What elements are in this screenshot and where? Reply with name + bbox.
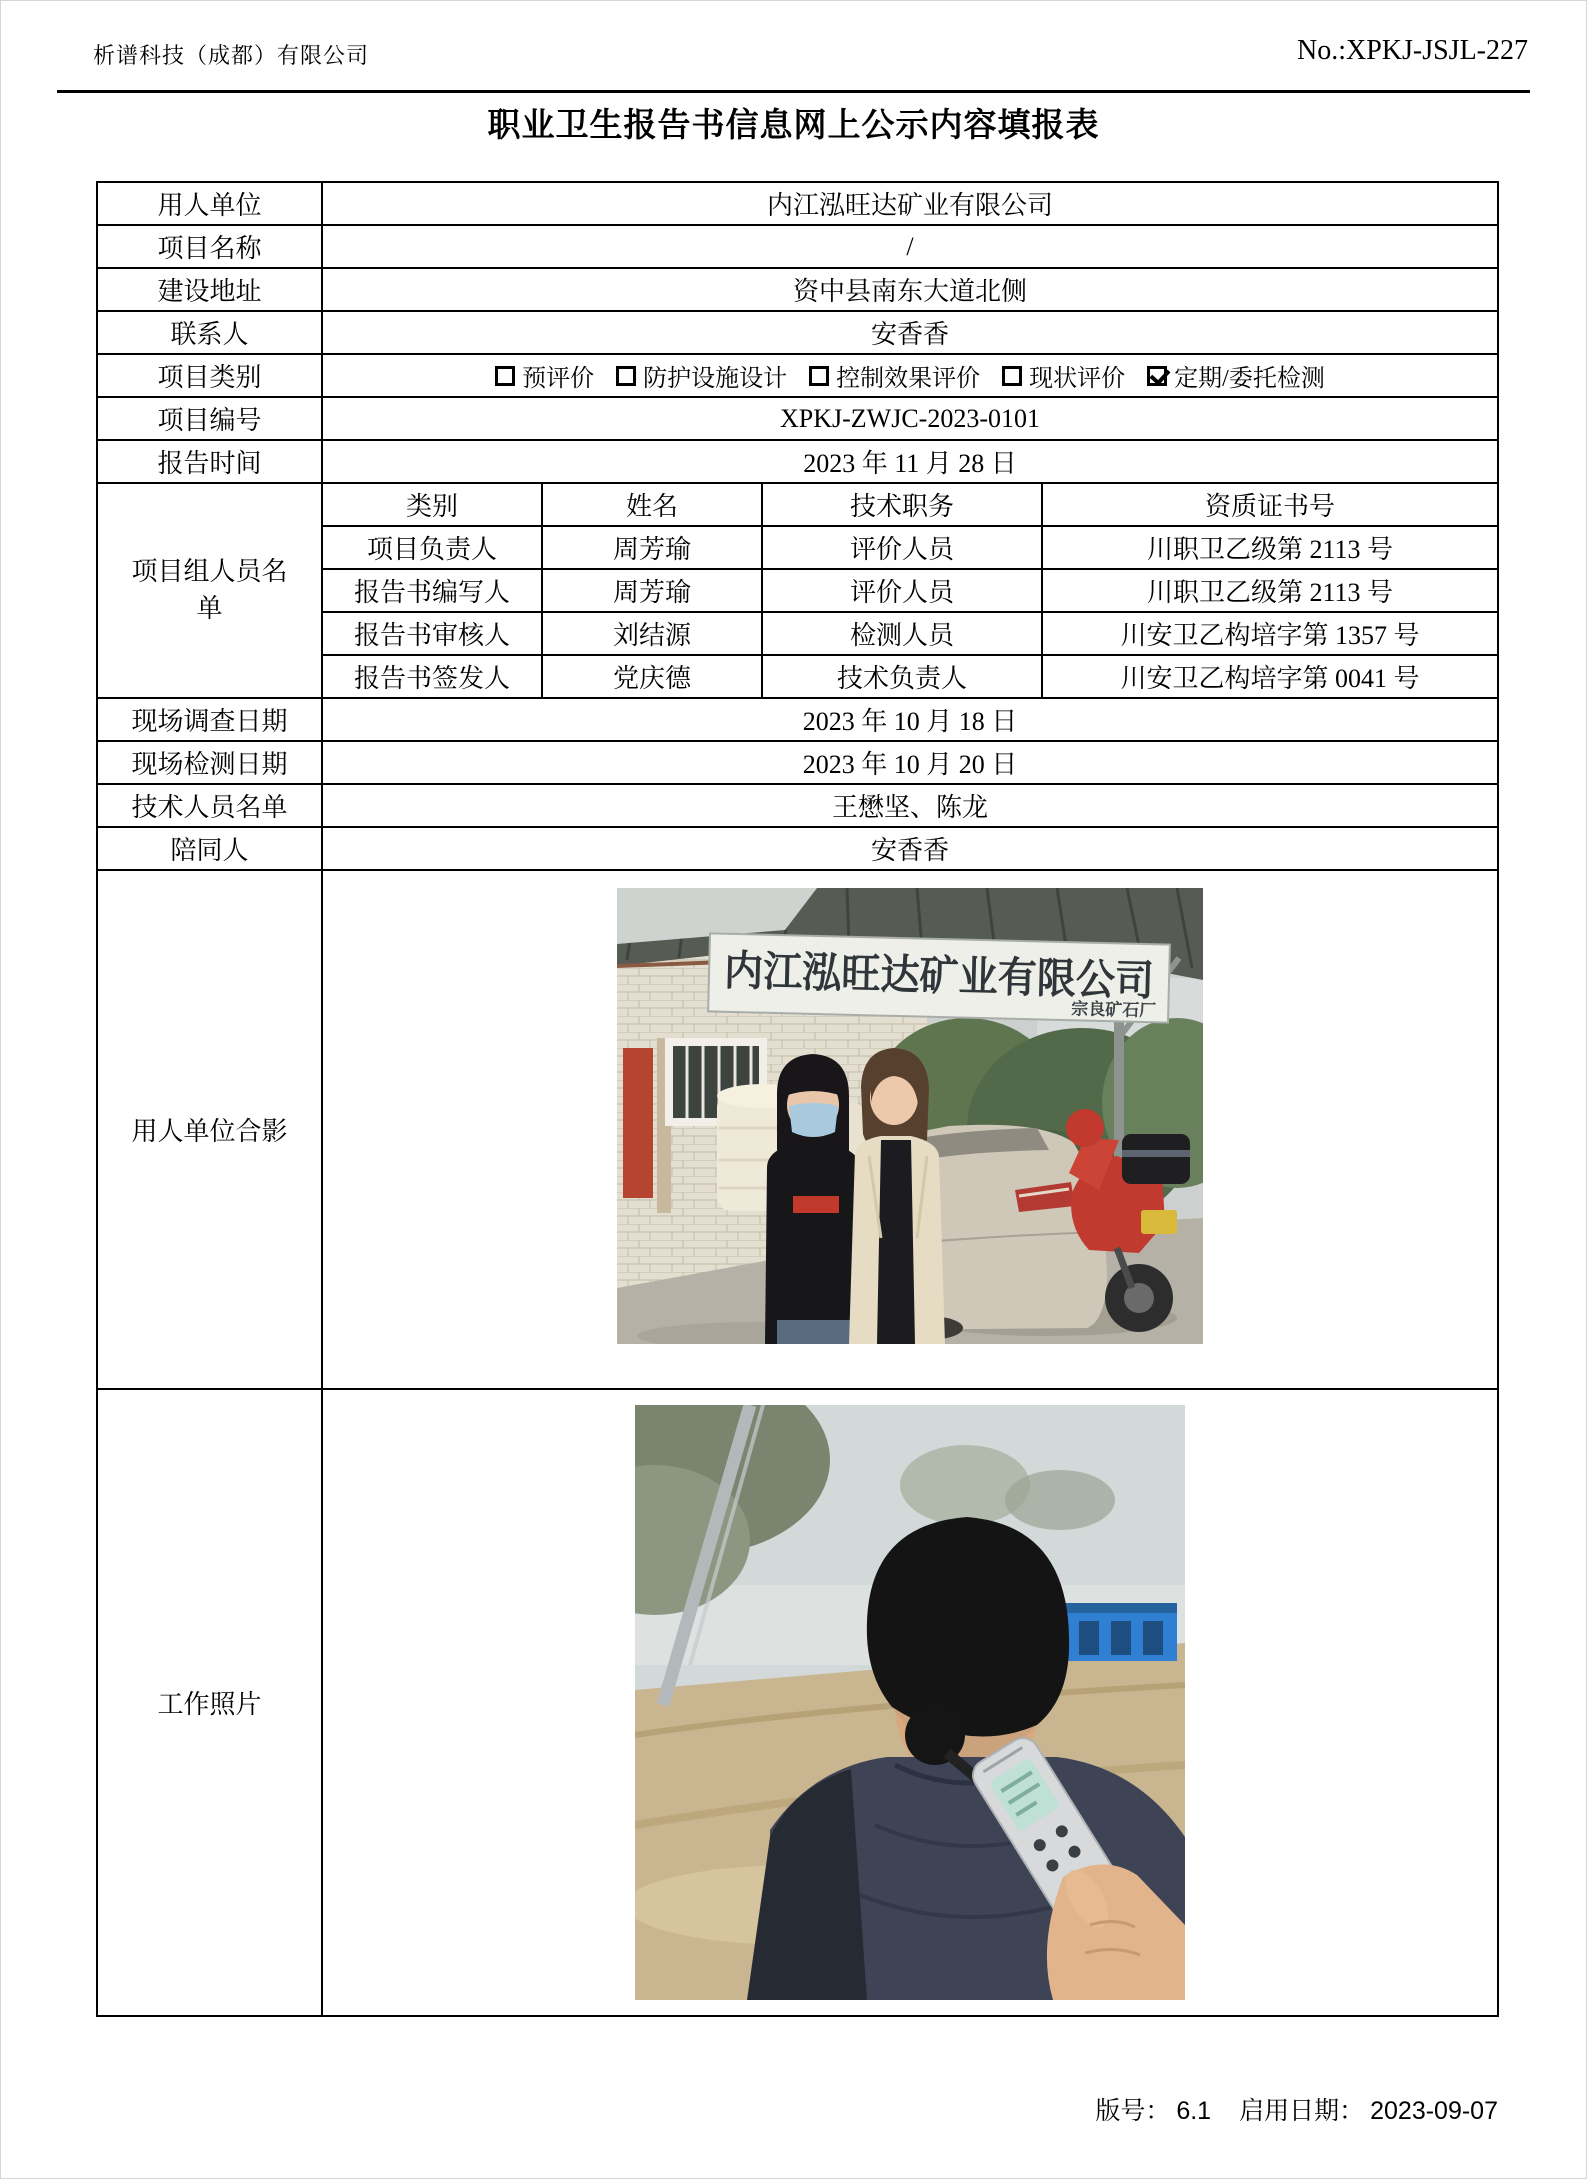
table-row [97,827,1498,870]
table-row [97,741,1498,784]
license-plate [1141,1210,1177,1234]
table-row [97,354,1498,397]
work-photo [635,1405,1185,2000]
group-photo [617,888,1203,1344]
category-option-label: 定期/委托检测 [1174,366,1325,392]
escort-label-cell: 陪同人 [97,827,322,870]
category-option-label: 控制效果评价 [836,366,981,392]
page-title: 职业卫生报告书信息网上公示内容填报表 [487,106,1100,143]
category-option [616,358,787,393]
work-photo-row [97,1389,1498,2016]
category-option-label: 现状评价 [1029,366,1126,392]
member-category: 报告书编写人 [322,569,542,612]
enable-date-label: 启用日期： [1239,2097,1365,2125]
checkbox-unchecked-icon [809,366,829,386]
work-photo-label-cell: 工作照片 [97,1389,322,2016]
member-cert: 川职卫乙级第 2113 号 [1042,526,1498,569]
category-option-selected [1147,358,1325,393]
address-label-cell: 建设地址 [97,268,322,311]
table-row [97,182,1498,225]
member-category: 报告书审核人 [322,612,542,655]
group-photo-cell [322,870,1498,1389]
category-option [1002,358,1125,393]
category-label-cell: 项目类别 [97,354,322,397]
category-option [809,358,980,393]
tech-staff-value-cell: 王懋坚、陈龙 [322,784,1498,827]
company-name-header: 析谱科技（成都）有限公司 [93,43,370,68]
contact-label-cell: 联系人 [97,311,322,354]
member-name: 周芳瑜 [542,569,762,612]
member-name: 党庆德 [542,655,762,698]
employer-label-cell: 用人单位 [97,182,322,225]
checkbox-unchecked-icon [616,366,636,386]
category-option-label: 预评价 [522,366,595,392]
table-row [97,225,1498,268]
project-name-value-cell: / [322,225,1498,268]
factory-sign [708,933,1187,1022]
table-row [97,784,1498,827]
member-name: 周芳瑜 [542,526,762,569]
work-photo-cell [322,1389,1498,2016]
member-title: 评价人员 [762,526,1042,569]
escort-value-cell: 安香香 [322,827,1498,870]
table-row [97,440,1498,483]
top-box [1122,1134,1190,1184]
blue-container [1063,1603,1177,1661]
table-row [97,397,1498,440]
face-mask [789,1103,838,1137]
contact-value-cell: 安香香 [322,311,1498,354]
sign-sub-text: 宗良矿石厂 [1071,999,1157,1021]
test-date-label-cell: 现场检测日期 [97,741,322,784]
group-photo-row [97,870,1498,1389]
group-photo-label-cell: 用人单位合影 [97,870,322,1389]
team-col-header: 姓名 [542,483,762,526]
team-col-header: 资质证书号 [1042,483,1498,526]
category-value-cell [322,354,1498,397]
form-table [96,181,1499,2017]
address-value-cell: 资中县南东大道北侧 [322,268,1498,311]
tech-staff-label-cell: 技术人员名单 [97,784,322,827]
test-date-value-cell: 2023 年 10 月 20 日 [322,741,1498,784]
report-date-label-cell: 报告时间 [97,440,322,483]
table-row [97,698,1498,741]
survey-date-label-cell: 现场调查日期 [97,698,322,741]
member-category: 项目负责人 [322,526,542,569]
version-label: 版号： [1095,2097,1171,2125]
version-value: 6.1 [1176,2097,1212,2125]
enable-date-value: 2023-09-07 [1370,2097,1498,2125]
helmet [1066,1109,1104,1147]
member-cert: 川职卫乙级第 2113 号 [1042,569,1498,612]
table-row [97,268,1498,311]
member-name: 刘结源 [542,612,762,655]
project-no-value-cell: XPKJ-ZWJC-2023-0101 [322,397,1498,440]
team-label-cell: 项目组人员名单 [97,483,322,698]
header-divider [57,90,1530,93]
team-col-header: 技术职务 [762,483,1042,526]
red-door-couplet [623,1048,653,1198]
category-option [495,358,594,393]
member-title: 检测人员 [762,612,1042,655]
footer [1089,2091,1498,2127]
document-number: No.:XPKJ-JSJL-227 [1296,35,1528,66]
table-row [97,311,1498,354]
report-date-value-cell: 2023 年 11 月 28 日 [322,440,1498,483]
member-title: 技术负责人 [762,655,1042,698]
project-no-label-cell: 项目编号 [97,397,322,440]
employer-value-cell: 内江泓旺达矿业有限公司 [322,182,1498,225]
team-col-header: 类别 [322,483,542,526]
member-cert: 川安卫乙构培字第 0041 号 [1042,655,1498,698]
checkbox-checked-icon [1147,366,1167,386]
member-category: 报告书签发人 [322,655,542,698]
team-header-row [97,483,1498,526]
survey-date-value-cell: 2023 年 10 月 18 日 [322,698,1498,741]
member-cert: 川安卫乙构培字第 1357 号 [1042,612,1498,655]
checkbox-unchecked-icon [495,366,515,386]
project-name-label-cell: 项目名称 [97,225,322,268]
category-option-label: 防护设施设计 [643,366,788,392]
member-title: 评价人员 [762,569,1042,612]
checkbox-unchecked-icon [1002,366,1022,386]
sign-main-text: 内江泓旺达矿业有限公司 [723,946,1187,1006]
